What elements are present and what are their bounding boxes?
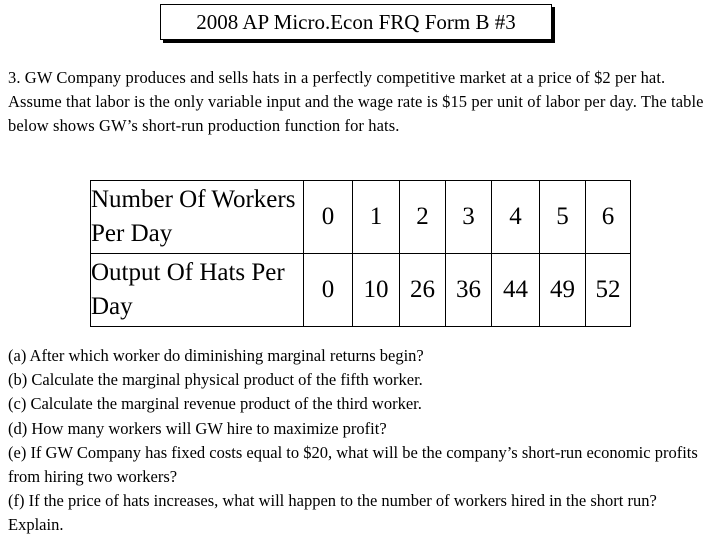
problem-intro: 3. GW Company produces and sells hats in a perfectly competitive market at a price of $2 per hat. Assume that labor is the only variable input and the wage rate is $15 per unit of labor per day. The table below shows GW’s short-run production function for hats.	[8, 68, 704, 135]
table-cell: 49	[540, 254, 586, 327]
table-row-output	[91, 254, 631, 327]
question-c: (c) Calculate the marginal revenue product of the third worker.	[8, 394, 422, 414]
table-cell: 6	[586, 181, 631, 254]
question-d: (d) How many workers will GW hire to maximize profit?	[8, 418, 387, 438]
table-cell: 1	[353, 181, 400, 254]
question-a: (a) After which worker do diminishing marginal returns begin?	[8, 346, 424, 365]
table-cell: 10	[353, 254, 400, 327]
table-row-workers	[91, 181, 631, 254]
table-cell: 2	[400, 181, 446, 254]
table-cell: 5	[540, 181, 586, 254]
row-label-output: Output Of Hats Per Day	[91, 254, 304, 327]
question-f: (f) If the price of hats increases, what will happen to the number of workers hired in the short run? Explain.	[8, 491, 657, 535]
table-cell: 44	[492, 254, 540, 327]
table-cell: 36	[446, 254, 492, 327]
table-cell: 4	[492, 181, 540, 254]
page-title: 2008 AP Micro.Econ FRQ Form B #3	[160, 4, 552, 40]
table-cell: 0	[304, 254, 353, 327]
question-e: (e) If GW Company has fixed costs equal to $20, what will be the company’s short-run economic profits from hiring two workers?	[8, 442, 698, 487]
table-cell: 3	[446, 181, 492, 254]
table-cell: 0	[304, 181, 353, 254]
production-table	[90, 180, 631, 327]
table-cell: 52	[586, 254, 631, 327]
table-cell: 26	[400, 254, 446, 327]
question-list	[8, 344, 714, 538]
row-label-workers: Number Of Workers Per Day	[91, 181, 304, 254]
question-b: (b) Calculate the marginal physical product of the fifth worker.	[8, 370, 423, 390]
